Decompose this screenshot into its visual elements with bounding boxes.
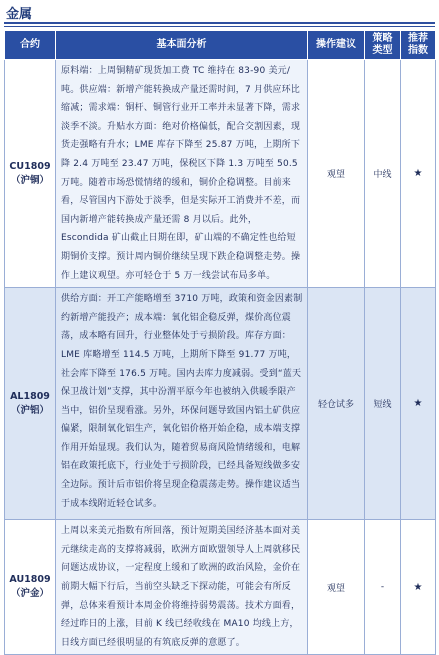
suggestion-cell: 观望 bbox=[308, 60, 365, 288]
strategy-cell: 短线 bbox=[365, 288, 401, 520]
contract-code: AL1809 bbox=[10, 390, 50, 402]
table-header-row bbox=[5, 31, 436, 60]
table-row-au bbox=[5, 520, 436, 655]
analysis-text: 供给方面：开工产能略增至 3710 万吨，政策和资金因素制约新增产能投产；成本端：氧化铝企稳反弹，煤价高位震荡，成本略有回升，行业整体处于亏损阶段。库存方面：LME 库略增至 114.5 万吨，上期所下降至 91.77 万吨，社会库下降至 176.5 万吨。国内去库力度减弱。受到“蓝天保卫战计划”支撑，其中汾渭平原今年也被纳入供暖季限产当中，铝价呈现看涨。另外，环保问题导致国内铝土矿供应偏紧，限制氧化铝生产，氧化铝价格开始企稳，成本端支撑作用开始显现。我们认为，随着贸易商风险情绪缓和，电解铝在政策托底下，行业处于亏损阶段，已经具备短线做多安全边际。预计后市铝价将呈现企稳震荡走势。操作建议适当于成本线附近轻仓试多。 bbox=[56, 288, 308, 520]
header-strategy-line1: 策略 bbox=[372, 33, 393, 44]
contract-name: （沪铜） bbox=[10, 174, 49, 186]
header-strategy-line2: 类型 bbox=[372, 45, 393, 56]
strategy-cell: 中线 bbox=[365, 60, 401, 288]
suggestion-cell: 观望 bbox=[308, 520, 365, 655]
rating-star-icon: ★ bbox=[401, 520, 436, 655]
metals-analysis-table bbox=[4, 30, 436, 655]
contract-code: AU1809 bbox=[9, 574, 51, 586]
header-strategy bbox=[365, 31, 401, 60]
table-row-al bbox=[5, 288, 436, 520]
rating-star-icon: ★ bbox=[401, 288, 436, 520]
header-suggestion: 操作建议 bbox=[308, 31, 365, 60]
contract-cell bbox=[5, 60, 56, 288]
contract-name: （沪铝） bbox=[10, 404, 49, 416]
table-row-cu bbox=[5, 60, 436, 288]
section-title: 金属 bbox=[6, 6, 33, 21]
header-index-line1: 推荐 bbox=[408, 33, 428, 44]
analysis-text: 上周以来美元指数有所回落，预计短期美国经济基本面对美元继续走高的支撑将减弱，欧洲方面欧盟领导人上周就移民问题达成协议，一定程度上缓和了欧洲的政治风险，金价在前期大幅下行后，当前空头缺乏下探动能，可能会有所反弹，总体来看预计本周金价将维持弱势震荡。技术方面看，经过昨日的上涨，目前 K 线已经收线在 MA10 均线上方，日线方面已经很明显的有筑底反弹的意愿了。 bbox=[56, 520, 308, 655]
analysis-text: 原料端：上周铜精矿现货加工费 TC 维持在 83-90 美元/吨。供应端：新增产能转换成产量还需时间，7 月供应环比缩减；需求端：铜杆、铜管行业开工率并未显著下降，需求淡季不淡。升贴水方面：绝对价格偏低，配合交割因素，现货走强略有升水；LME 库存下降至 25.87 万吨，上期所下降 2.4 万吨至 23.47 万吨，保税区下降 1.3 万吨至 50.5 万吨。随着市场恐慌情绪的缓和，铜价企稳调整。目前来看，尽管国内下游处于淡季，但是实际开工消费并不差，而国内新增产能转换成产量还需 8 月以后。此外，Escondida 矿山截止日期在即，矿山端的不确定性也给短期铜价支撑。预计周内铜价继续呈现下跌企稳调整走势。操作上建议观望。亦可轻仓于 5 万一线尝试布局多单。 bbox=[56, 60, 308, 288]
contract-cell bbox=[5, 520, 56, 655]
section-divider-bottom bbox=[4, 26, 435, 27]
contract-name: （沪金） bbox=[10, 588, 49, 600]
suggestion-cell: 轻仓试多 bbox=[308, 288, 365, 520]
section-divider-top bbox=[4, 22, 435, 24]
contract-code: CU1809 bbox=[9, 160, 51, 172]
header-index bbox=[401, 31, 436, 60]
strategy-cell: - bbox=[365, 520, 401, 655]
rating-star-icon: ★ bbox=[401, 60, 436, 288]
header-analysis: 基本面分析 bbox=[56, 31, 308, 60]
header-index-line2: 指数 bbox=[408, 45, 428, 56]
header-contract: 合约 bbox=[5, 31, 56, 60]
contract-cell bbox=[5, 288, 56, 520]
